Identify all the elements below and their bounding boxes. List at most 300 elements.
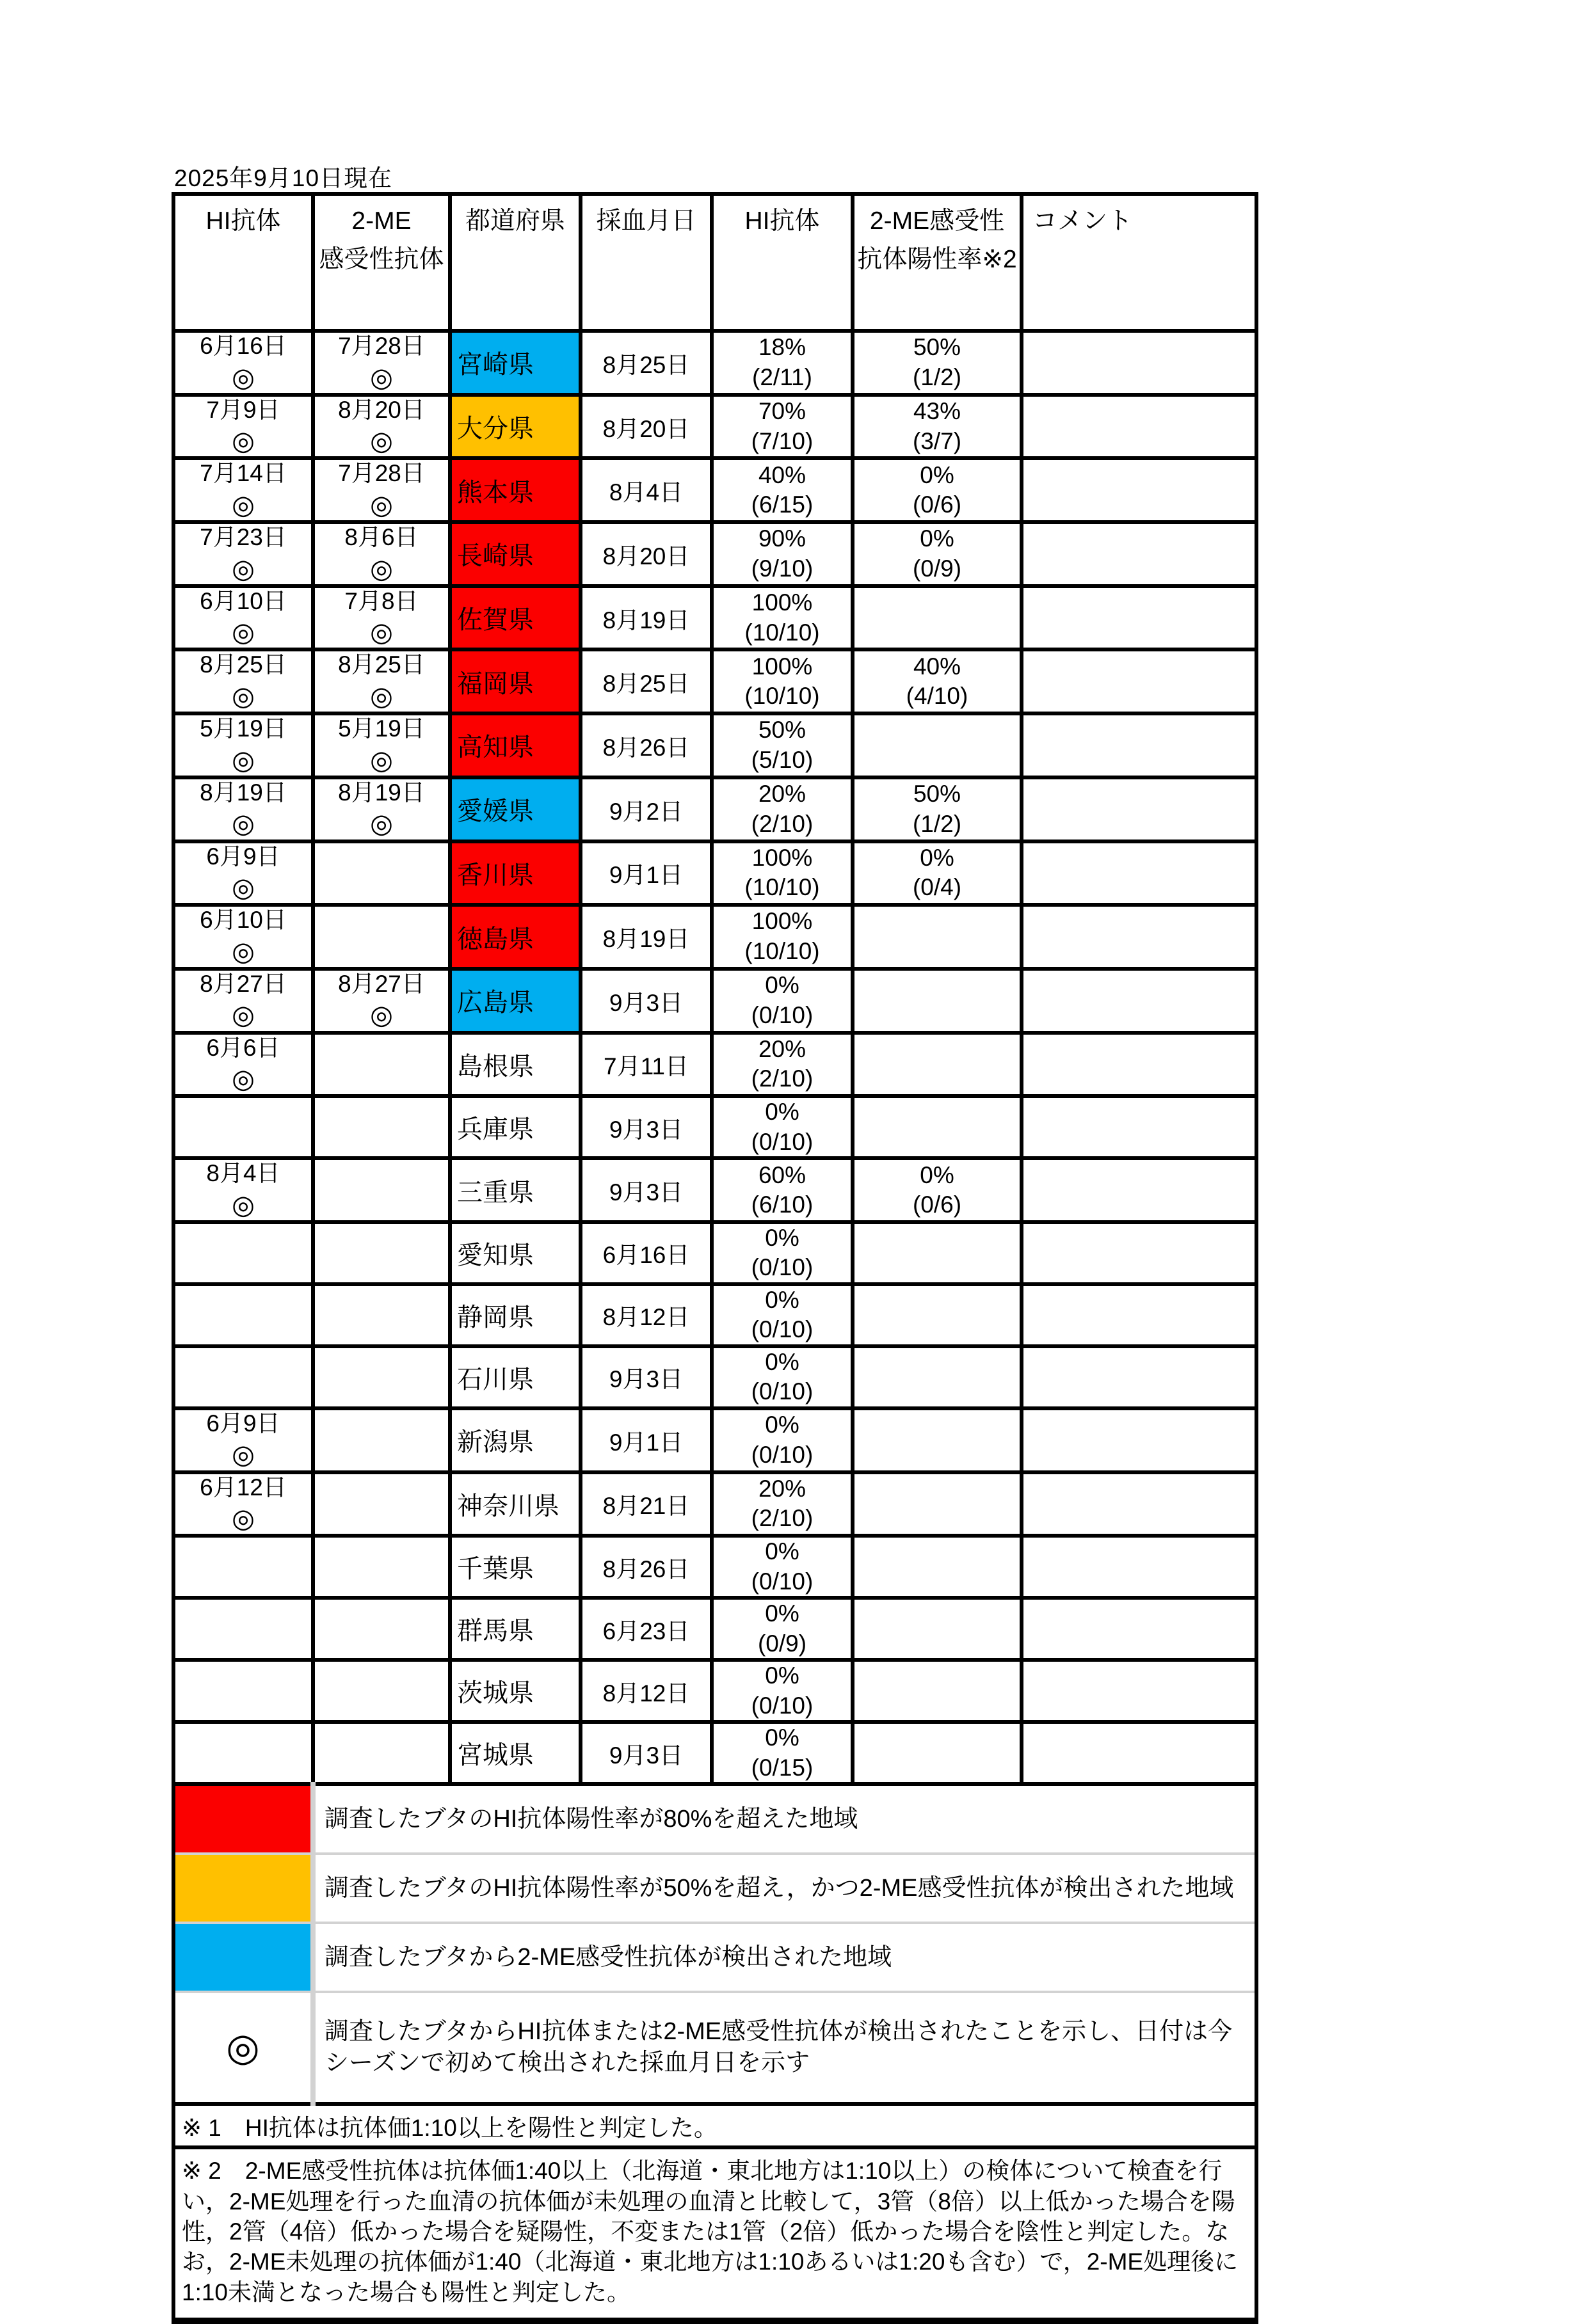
legend-swatch-blue <box>173 1923 313 1992</box>
header-row <box>173 194 1256 331</box>
cell-2me-first-date-line1: 8月25日 <box>338 651 425 678</box>
cell-2me-rate-line1: 0% <box>920 844 954 871</box>
cell-2me-rate <box>853 905 1022 969</box>
cell-2me-first-date <box>313 1472 450 1536</box>
cell-hi-first-date <box>173 713 313 777</box>
col-header-label: 採血月日 <box>596 207 696 235</box>
cell-hi-first-date-line1: 6月9日 <box>206 1410 280 1437</box>
table-row <box>173 331 1256 395</box>
cell-2me-first-date-line1: 5月19日 <box>338 715 425 742</box>
cell-hi-rate-line2: (0/10) <box>751 1441 814 1468</box>
cell-2me-first-date <box>313 1346 450 1408</box>
cell-2me-rate <box>853 1222 1022 1284</box>
cell-comment <box>1022 777 1256 841</box>
cell-hi-rate <box>712 1222 853 1284</box>
legend-swatch-red <box>173 1784 313 1854</box>
cell-blood-date: 9月1日 <box>581 841 712 905</box>
cell-hi-rate-line1: 70% <box>758 397 806 424</box>
cell-blood-date: 8月25日 <box>581 331 712 395</box>
cell-comment <box>1022 905 1256 969</box>
cell-blood-date: 8月19日 <box>581 586 712 650</box>
cell-comment <box>1022 1598 1256 1660</box>
cell-hi-first-date <box>173 1660 313 1722</box>
cell-hi-rate-line2: (10/10) <box>744 874 820 901</box>
cell-hi-rate <box>712 1096 853 1158</box>
table-row <box>173 1284 1256 1346</box>
table-row <box>173 1158 1256 1222</box>
cell-prefecture: 愛媛県 <box>450 777 581 841</box>
cell-blood-date: 8月26日 <box>581 1536 712 1598</box>
cell-hi-first-date-line2: ◎ <box>232 489 255 520</box>
cell-hi-rate-line1: 100% <box>751 844 813 871</box>
cell-hi-first-date <box>173 586 313 650</box>
cell-hi-rate <box>712 522 853 586</box>
cell-2me-rate-line1: 40% <box>913 653 961 680</box>
col-header-label: コメント <box>1032 207 1133 235</box>
cell-2me-rate-line2: (0/6) <box>912 491 962 518</box>
cell-2me-first-date-line2: ◎ <box>370 745 393 775</box>
cell-comment <box>1022 1096 1256 1158</box>
cell-2me-rate <box>853 1096 1022 1158</box>
cell-hi-first-date <box>173 1598 313 1660</box>
cell-prefecture: 石川県 <box>450 1346 581 1408</box>
cell-hi-rate-line2: (5/10) <box>751 746 814 773</box>
cell-comment <box>1022 458 1256 522</box>
cell-hi-first-date-line1: 7月23日 <box>200 524 287 551</box>
cell-2me-first-date-line1: 8月27日 <box>338 970 425 997</box>
cell-2me-rate <box>853 713 1022 777</box>
cell-hi-rate-line1: 50% <box>758 717 806 744</box>
cell-comment <box>1022 841 1256 905</box>
cell-2me-first-date <box>313 1536 450 1598</box>
cell-hi-first-date-line2: ◎ <box>232 426 255 456</box>
cell-hi-rate-line1: 0% <box>765 1662 799 1689</box>
col-header-comment <box>1022 194 1256 331</box>
table-row <box>173 713 1256 777</box>
cell-2me-first-date <box>313 586 450 650</box>
cell-hi-first-date <box>173 522 313 586</box>
cell-2me-first-date <box>313 1222 450 1284</box>
cell-hi-rate-line2: (6/15) <box>751 491 814 518</box>
cell-blood-date: 8月21日 <box>581 1472 712 1536</box>
cell-blood-date: 8月12日 <box>581 1284 712 1346</box>
cell-comment <box>1022 1660 1256 1722</box>
cell-blood-date: 8月20日 <box>581 395 712 459</box>
legend-row <box>173 1992 1256 2104</box>
cell-2me-first-date <box>313 905 450 969</box>
cell-comment <box>1022 649 1256 713</box>
note-row <box>173 2104 1256 2147</box>
legend-description: 調査したブタからHI抗体または2-ME感受性抗体が検出されたことを示し、日付は今シーズンで初めて検出された採血月日を示す <box>313 1992 1256 2104</box>
cell-blood-date: 6月23日 <box>581 1598 712 1660</box>
cell-blood-date: 8月20日 <box>581 522 712 586</box>
cell-hi-rate <box>712 1660 853 1722</box>
cell-hi-rate <box>712 1158 853 1222</box>
cell-hi-first-date-line1: 8月19日 <box>200 779 287 806</box>
table-row <box>173 522 1256 586</box>
cell-prefecture: 香川県 <box>450 841 581 905</box>
col-header-hi-rate <box>712 194 853 331</box>
cell-hi-rate <box>712 649 853 713</box>
cell-hi-rate-line1: 20% <box>758 1035 806 1062</box>
cell-2me-rate-line2: (0/6) <box>912 1191 962 1218</box>
cell-hi-rate-line1: 0% <box>765 1224 799 1251</box>
table-row <box>173 1722 1256 1784</box>
cell-hi-rate-line2: (0/10) <box>751 1378 814 1405</box>
table-row <box>173 458 1256 522</box>
cell-hi-first-date <box>173 1033 313 1097</box>
cell-2me-first-date-line2: ◎ <box>370 426 393 456</box>
cell-prefecture: 宮城県 <box>450 1722 581 1784</box>
cell-2me-rate-line2: (0/9) <box>912 555 962 582</box>
cell-hi-rate-line2: (2/10) <box>751 1065 814 1092</box>
cell-hi-first-date-line2: ◎ <box>232 1000 255 1030</box>
cell-hi-first-date-line1: 7月14日 <box>200 460 287 487</box>
cell-prefecture: 福岡県 <box>450 649 581 713</box>
cell-hi-rate-line1: 90% <box>758 525 806 552</box>
cell-hi-rate <box>712 1033 853 1097</box>
cell-prefecture: 熊本県 <box>450 458 581 522</box>
cell-hi-rate-line2: (10/10) <box>744 619 820 646</box>
cell-hi-rate-line2: (0/10) <box>751 1128 814 1155</box>
surveillance-table <box>172 192 1258 2324</box>
cell-2me-rate <box>853 777 1022 841</box>
cell-prefecture: 愛知県 <box>450 1222 581 1284</box>
cell-hi-rate-line2: (10/10) <box>744 683 820 710</box>
cell-hi-first-date-line1: 7月9日 <box>206 396 280 423</box>
cell-2me-rate-line2: (3/7) <box>912 427 962 454</box>
cell-hi-first-date-line2: ◎ <box>232 873 255 903</box>
cell-2me-rate-line1: 50% <box>913 334 961 361</box>
cell-2me-rate-line2: (1/2) <box>912 363 962 390</box>
cell-2me-first-date-line1: 8月20日 <box>338 396 425 423</box>
cell-hi-first-date-line2: ◎ <box>232 553 255 584</box>
cell-2me-rate <box>853 1033 1022 1097</box>
cell-hi-first-date <box>173 777 313 841</box>
cell-hi-rate-line1: 0% <box>765 1538 799 1565</box>
col-header-label: HI抗体 <box>744 207 820 235</box>
cell-hi-first-date-line2: ◎ <box>232 1190 255 1220</box>
cell-hi-rate-line1: 40% <box>758 461 806 488</box>
cell-prefecture: 長崎県 <box>450 522 581 586</box>
col-header-label: 抗体陽性率※2 <box>857 246 1017 274</box>
cell-prefecture: 広島県 <box>450 969 581 1033</box>
cell-2me-first-date <box>313 1660 450 1722</box>
table-row <box>173 1222 1256 1284</box>
cell-2me-rate-line1: 0% <box>920 461 954 488</box>
cell-2me-first-date <box>313 1722 450 1784</box>
cell-hi-first-date <box>173 1472 313 1536</box>
cell-2me-first-date <box>313 713 450 777</box>
cell-2me-first-date <box>313 1033 450 1097</box>
cell-hi-rate-line1: 20% <box>758 1475 806 1502</box>
cell-hi-rate <box>712 1346 853 1408</box>
cell-prefecture: 佐賀県 <box>450 586 581 650</box>
cell-2me-first-date <box>313 522 450 586</box>
cell-comment <box>1022 395 1256 459</box>
cell-comment <box>1022 586 1256 650</box>
cell-prefecture: 静岡県 <box>450 1284 581 1346</box>
cell-2me-first-date-line2: ◎ <box>370 489 393 520</box>
cell-hi-first-date-line2: ◎ <box>232 936 255 966</box>
cell-comment <box>1022 969 1256 1033</box>
cell-hi-first-date-line2: ◎ <box>232 1504 255 1534</box>
cell-blood-date: 8月12日 <box>581 1660 712 1722</box>
cell-comment <box>1022 1536 1256 1598</box>
cell-hi-first-date <box>173 458 313 522</box>
cell-2me-rate-line1: 43% <box>913 397 961 424</box>
cell-2me-first-date <box>313 1096 450 1158</box>
cell-hi-rate <box>712 586 853 650</box>
cell-2me-first-date <box>313 395 450 459</box>
cell-hi-first-date-line2: ◎ <box>232 1440 255 1470</box>
cell-comment <box>1022 1346 1256 1408</box>
cell-hi-first-date-line1: 5月19日 <box>200 715 287 742</box>
cell-blood-date: 9月3日 <box>581 1346 712 1408</box>
col-header-label: 2-ME <box>351 207 412 235</box>
cell-hi-first-date-line2: ◎ <box>232 362 255 392</box>
cell-2me-rate <box>853 1722 1022 1784</box>
cell-hi-rate <box>712 331 853 395</box>
notes-body <box>173 2104 1256 2321</box>
table-header <box>173 194 1256 331</box>
table-row <box>173 1598 1256 1660</box>
cell-comment <box>1022 1472 1256 1536</box>
cell-2me-first-date-line2: ◎ <box>370 553 393 584</box>
cell-hi-rate <box>712 1284 853 1346</box>
cell-hi-first-date-line2: ◎ <box>232 745 255 775</box>
note-1: ※ 1 HI抗体は抗体価1:10以上を陽性と判定した。 <box>173 2104 1256 2147</box>
as-of-date: 2025年9月10日現在 <box>174 165 393 191</box>
cell-hi-rate-line1: 0% <box>765 1348 799 1375</box>
legend-description: 調査したブタのHI抗体陽性率が50%を超え，かつ2-ME感受性抗体が検出された地域 <box>313 1854 1256 1923</box>
cell-2me-rate <box>853 522 1022 586</box>
table-row <box>173 777 1256 841</box>
cell-hi-rate-line1: 60% <box>758 1161 806 1188</box>
cell-hi-first-date-line1: 8月27日 <box>200 970 287 997</box>
cell-comment <box>1022 1222 1256 1284</box>
legend-swatch-orange <box>173 1854 313 1923</box>
cell-2me-first-date-line1: 7月28日 <box>338 460 425 487</box>
col-header-label: 感受性抗体 <box>319 246 444 274</box>
cell-2me-rate <box>853 1158 1022 1222</box>
cell-2me-rate <box>853 841 1022 905</box>
cell-2me-first-date <box>313 331 450 395</box>
cell-2me-first-date-line1: 7月28日 <box>338 333 425 359</box>
col-header-label: 都道府県 <box>465 207 565 235</box>
col-header-2me-first-date <box>313 194 450 331</box>
legend-row <box>173 1854 1256 1923</box>
cell-hi-rate-line2: (0/10) <box>751 1568 814 1595</box>
cell-hi-rate-line1: 100% <box>751 908 813 935</box>
cell-2me-rate <box>853 458 1022 522</box>
cell-prefecture: 兵庫県 <box>450 1096 581 1158</box>
cell-prefecture: 徳島県 <box>450 905 581 969</box>
cell-hi-first-date <box>173 1158 313 1222</box>
cell-blood-date: 9月2日 <box>581 777 712 841</box>
table-row <box>173 586 1256 650</box>
cell-2me-rate <box>853 1346 1022 1408</box>
legend-description: 調査したブタのHI抗体陽性率が80%を超えた地域 <box>313 1784 1256 1854</box>
cell-hi-rate-line1: 0% <box>765 1724 799 1751</box>
cell-2me-rate-line2: (4/10) <box>906 683 968 710</box>
cell-hi-first-date-line1: 6月10日 <box>200 587 287 614</box>
table-row <box>173 1096 1256 1158</box>
table-body <box>173 331 1256 1784</box>
col-header-2me-rate <box>853 194 1022 331</box>
cell-comment <box>1022 1033 1256 1097</box>
table-row <box>173 905 1256 969</box>
cell-hi-first-date <box>173 905 313 969</box>
table-row <box>173 395 1256 459</box>
cell-hi-first-date-line1: 6月9日 <box>206 843 280 870</box>
table-row <box>173 1346 1256 1408</box>
cell-2me-rate-line2: (1/2) <box>912 810 962 837</box>
cell-hi-first-date-line1: 8月4日 <box>206 1160 280 1187</box>
cell-hi-rate-line1: 0% <box>765 1600 799 1627</box>
cell-prefecture: 新潟県 <box>450 1408 581 1472</box>
cell-hi-rate <box>712 713 853 777</box>
col-header-label: 2-ME感受性 <box>869 207 1005 235</box>
cell-prefecture: 島根県 <box>450 1033 581 1097</box>
cell-prefecture: 群馬県 <box>450 1598 581 1660</box>
table-row <box>173 1536 1256 1598</box>
cell-hi-rate <box>712 905 853 969</box>
cell-comment <box>1022 1158 1256 1222</box>
cell-2me-rate <box>853 1598 1022 1660</box>
cell-hi-rate <box>712 395 853 459</box>
cell-2me-rate <box>853 1472 1022 1536</box>
cell-hi-rate <box>712 841 853 905</box>
cell-prefecture: 高知県 <box>450 713 581 777</box>
legend-body <box>173 1784 1256 2104</box>
cell-prefecture: 茨城県 <box>450 1660 581 1722</box>
cell-hi-first-date <box>173 649 313 713</box>
cell-2me-first-date-line1: 7月8日 <box>344 587 419 614</box>
cell-2me-first-date <box>313 1408 450 1472</box>
cell-2me-first-date <box>313 841 450 905</box>
cell-2me-rate <box>853 586 1022 650</box>
cell-2me-first-date <box>313 1158 450 1222</box>
cell-hi-rate-line2: (0/10) <box>751 1254 814 1281</box>
cell-hi-rate <box>712 1722 853 1784</box>
cell-hi-rate <box>712 1408 853 1472</box>
cell-2me-rate <box>853 1536 1022 1598</box>
cell-2me-rate <box>853 649 1022 713</box>
cell-hi-rate-line2: (0/9) <box>757 1630 807 1657</box>
cell-2me-first-date-line2: ◎ <box>370 1000 393 1030</box>
cell-hi-rate-line2: (0/15) <box>751 1754 814 1781</box>
cell-hi-first-date-line1: 6月16日 <box>200 333 287 359</box>
col-header-blood-date <box>581 194 712 331</box>
cell-hi-rate-line1: 0% <box>765 1099 799 1126</box>
note-row <box>173 2147 1256 2321</box>
cell-hi-first-date <box>173 1722 313 1784</box>
legend-row <box>173 1784 1256 1854</box>
cell-hi-first-date <box>173 1346 313 1408</box>
cell-2me-first-date-line1: 8月19日 <box>338 779 425 806</box>
cell-2me-first-date-line2: ◎ <box>370 362 393 392</box>
cell-2me-rate <box>853 1408 1022 1472</box>
cell-hi-first-date <box>173 1284 313 1346</box>
cell-hi-rate-line2: (0/10) <box>751 1316 814 1343</box>
cell-hi-rate <box>712 458 853 522</box>
cell-comment <box>1022 1408 1256 1472</box>
cell-hi-first-date-line2: ◎ <box>232 681 255 711</box>
cell-2me-first-date <box>313 649 450 713</box>
cell-hi-first-date-line1: 6月10日 <box>200 907 287 934</box>
cell-hi-rate-line1: 100% <box>751 653 813 680</box>
cell-2me-rate-line1: 50% <box>913 781 961 808</box>
cell-prefecture: 三重県 <box>450 1158 581 1222</box>
cell-hi-rate-line1: 100% <box>751 589 813 616</box>
col-header-hi-first-date <box>173 194 313 331</box>
cell-hi-rate-line2: (10/10) <box>744 938 820 965</box>
cell-2me-first-date <box>313 458 450 522</box>
cell-2me-first-date-line1: 8月6日 <box>344 524 419 551</box>
double-circle-mark: ◎ <box>226 2026 260 2069</box>
cell-hi-rate-line2: (7/10) <box>751 427 814 454</box>
legend-swatch-mark <box>173 1992 313 2104</box>
cell-2me-first-date-line2: ◎ <box>370 681 393 711</box>
cell-hi-rate-line2: (9/10) <box>751 555 814 582</box>
cell-comment <box>1022 713 1256 777</box>
cell-blood-date: 9月3日 <box>581 1158 712 1222</box>
cell-hi-rate <box>712 1536 853 1598</box>
cell-hi-rate-line2: (2/10) <box>751 1505 814 1532</box>
table-row <box>173 1033 1256 1097</box>
cell-blood-date: 8月4日 <box>581 458 712 522</box>
cell-prefecture: 大分県 <box>450 395 581 459</box>
table-row <box>173 969 1256 1033</box>
cell-hi-first-date-line1: 6月6日 <box>206 1034 280 1061</box>
cell-2me-rate-line2: (0/4) <box>912 874 962 901</box>
cell-blood-date: 8月26日 <box>581 713 712 777</box>
cell-hi-rate <box>712 969 853 1033</box>
cell-comment <box>1022 1722 1256 1784</box>
cell-hi-first-date <box>173 1536 313 1598</box>
cell-2me-rate <box>853 331 1022 395</box>
cell-hi-first-date <box>173 395 313 459</box>
cell-hi-first-date-line2: ◎ <box>232 809 255 839</box>
cell-blood-date: 6月16日 <box>581 1222 712 1284</box>
cell-blood-date: 9月3日 <box>581 1722 712 1784</box>
cell-2me-first-date <box>313 969 450 1033</box>
cell-blood-date: 9月3日 <box>581 969 712 1033</box>
cell-hi-first-date <box>173 1222 313 1284</box>
cell-hi-rate-line2: (0/10) <box>751 1692 814 1719</box>
cell-hi-rate-line2: (6/10) <box>751 1191 814 1218</box>
cell-2me-rate <box>853 1660 1022 1722</box>
cell-prefecture: 宮崎県 <box>450 331 581 395</box>
cell-hi-first-date <box>173 1408 313 1472</box>
table-row <box>173 1660 1256 1722</box>
cell-hi-rate-line1: 0% <box>765 1286 799 1313</box>
cell-hi-first-date <box>173 1096 313 1158</box>
cell-hi-first-date-line1: 8月25日 <box>200 651 287 678</box>
cell-hi-rate-line2: (0/10) <box>751 1001 814 1028</box>
legend-description: 調査したブタから2-ME感受性抗体が検出された地域 <box>313 1923 1256 1992</box>
cell-hi-rate-line2: (2/10) <box>751 810 814 837</box>
col-header-label: HI抗体 <box>205 207 281 235</box>
cell-2me-first-date <box>313 777 450 841</box>
cell-2me-rate <box>853 1284 1022 1346</box>
cell-2me-rate <box>853 969 1022 1033</box>
cell-prefecture: 神奈川県 <box>450 1472 581 1536</box>
legend-row <box>173 1923 1256 1992</box>
col-header-prefecture <box>450 194 581 331</box>
cell-hi-rate-line2: (2/11) <box>752 363 812 390</box>
